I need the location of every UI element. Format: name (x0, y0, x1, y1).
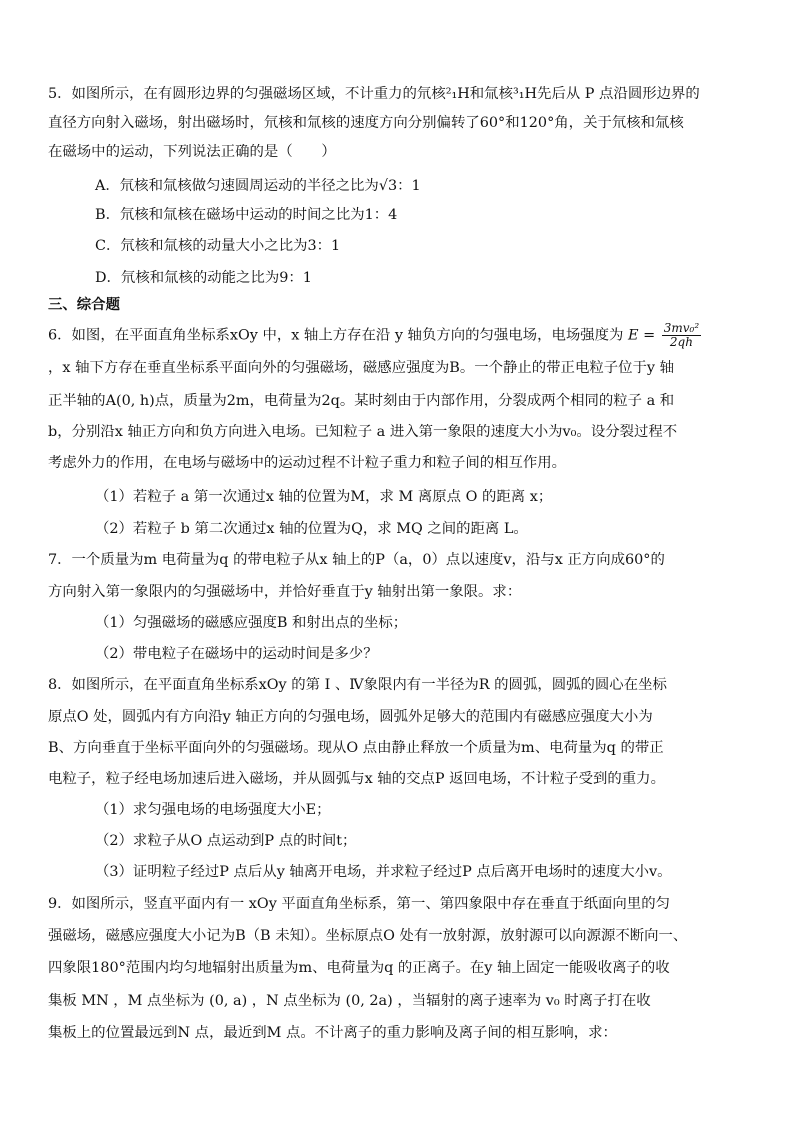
q7-line-2: 方向射入第一象限内的匀强磁场中，并恰好垂直于y 轴射出第一象限。求： (48, 584, 522, 600)
q6-line-5: 考虑外力的作用，在电场与磁场中的运动过程不计粒子重力和粒子间的相互作用。 (48, 455, 567, 471)
q9-line-2: 强磁场，磁感应强度大小记为B（B 未知）。坐标原点O 处有一放射源，放射源可以向源源不断向一、 (48, 928, 688, 944)
q6-formula-lhs: E = (628, 327, 656, 344)
q9-line-3: 四象限180°范围内均匀地辐射出质量为m、电荷量为q 的正离子。在y 轴上固定一能吸收离子的收 (48, 960, 670, 976)
q6-subquestion-1: （1）若粒子 a 第一次通过x 轴的位置为M，求 M 离原点 O 的距离 x； (95, 489, 553, 505)
q9-line-1: 9．如图所示，竖直平面内有一 xOy 平面直角坐标系，第一、第四象限中存在垂直于纸面向里的匀 (48, 896, 670, 912)
q8-line-2: 原点O 处，圆弧内有方向沿y 轴正方向的匀强电场，圆弧外足够大的范围内有磁感应强度大小为 (48, 709, 653, 725)
q6-formula-fraction (662, 322, 701, 349)
q6-line-3: 正半轴的A(0, h)点，质量为2m，电荷量为2q。某时刻由于内部作用，分裂成两个相同的粒子 a 和 (48, 393, 675, 409)
q6-line-1-text: 6．如图，在平面直角坐标系xOy 中，x 轴上方存在沿 y 轴负方向的匀强电场，电场强度为 (48, 327, 624, 344)
q8-line-3: B、方向垂直于坐标平面向外的匀强磁场。现从O 点由静止释放一个质量为m、电荷量为q 的带正 (48, 740, 664, 756)
q6-formula-denominator: 2qh (669, 335, 693, 349)
q8-subquestion-3: （3）证明粒子经过P 点后从y 轴离开电场，并求粒子经过P 点后离开电场时的速度大小v。 (95, 864, 672, 880)
q7-subquestion-2: （2）带电粒子在磁场中的运动时间是多少？ (95, 646, 378, 662)
section-heading: 三、综合题 (48, 297, 120, 313)
q8-subquestion-1: （1）求匀强电场的电场强度大小E； (95, 802, 331, 818)
q9-line-4: 集板 MN ，M 点坐标为 (0, a) ，N 点坐标为 (0, 2a) ，当辐射的离子速率为 v₀ 时离子打在收 (48, 993, 651, 1009)
q6-line-2: ，x 轴下方存在垂直坐标系平面向外的匀强磁场，磁感应强度为B。一个静止的带正电粒子位于y 轴 (48, 360, 674, 376)
q6-subquestion-2: （2）若粒子 b 第二次通过x 轴的位置为Q，求 MQ 之间的距离 L。 (95, 521, 528, 537)
q6-line-1 (48, 322, 748, 349)
q5-option-d: D．氘核和氚核的动能之比为9：1 (95, 270, 312, 286)
q6-formula-numerator: 3mv₀² (663, 321, 700, 335)
q9-line-5: 集板上的位置最远到N 点，最近到M 点。不计离子的重力影响及离子间的相互影响，求： (48, 1025, 617, 1041)
q5-line-3: 在磁场中的运动，下列说法正确的是（ ） (48, 144, 336, 160)
q5-option-a: A．氘核和氚核做匀速圆周运动的半径之比为√3：1 (95, 178, 421, 194)
q5-option-c: C．氘核和氚核的动量大小之比为3：1 (95, 238, 341, 254)
q7-subquestion-1: （1）匀强磁场的磁感应强度B 和射出点的坐标； (95, 615, 408, 631)
q8-subquestion-2: （2）求粒子从O 点运动到P 点的时间t； (95, 833, 357, 849)
q8-line-1: 8．如图所示，在平面直角坐标系xOy 的第 Ⅰ 、Ⅳ象限内有一半径为R 的圆弧，圆弧的圆心在坐标 (48, 677, 667, 693)
q6-line-4: b，分别沿x 轴正方向和负方向进入电场。已知粒子 a 进入第一象限的速度大小为v₀。设分裂过程不 (48, 424, 678, 440)
q5-line-2: 直径方向射入磁场，射出磁场时，氘核和氚核的速度方向分别偏转了60°和120°角，关于氘核和氚核 (48, 115, 684, 131)
q5-line-1: 5．如图所示，在有圆形边界的匀强磁场区域，不计重力的氘核²₁H和氚核³₁H先后从 P 点沿圆形边界的 (48, 86, 700, 102)
q7-line-1: 7．一个质量为m 电荷量为q 的带电粒子从x 轴上的P（a，0）点以速度v，沿与x 正方向成60°的 (48, 552, 665, 568)
q5-option-b: B．氘核和氚核在磁场中运动的时间之比为1：4 (95, 207, 398, 223)
q8-line-4: 电粒子，粒子经电场加速后进入磁场，并从圆弧与x 轴的交点P 返回电场，不计粒子受到的重力。 (48, 771, 665, 787)
